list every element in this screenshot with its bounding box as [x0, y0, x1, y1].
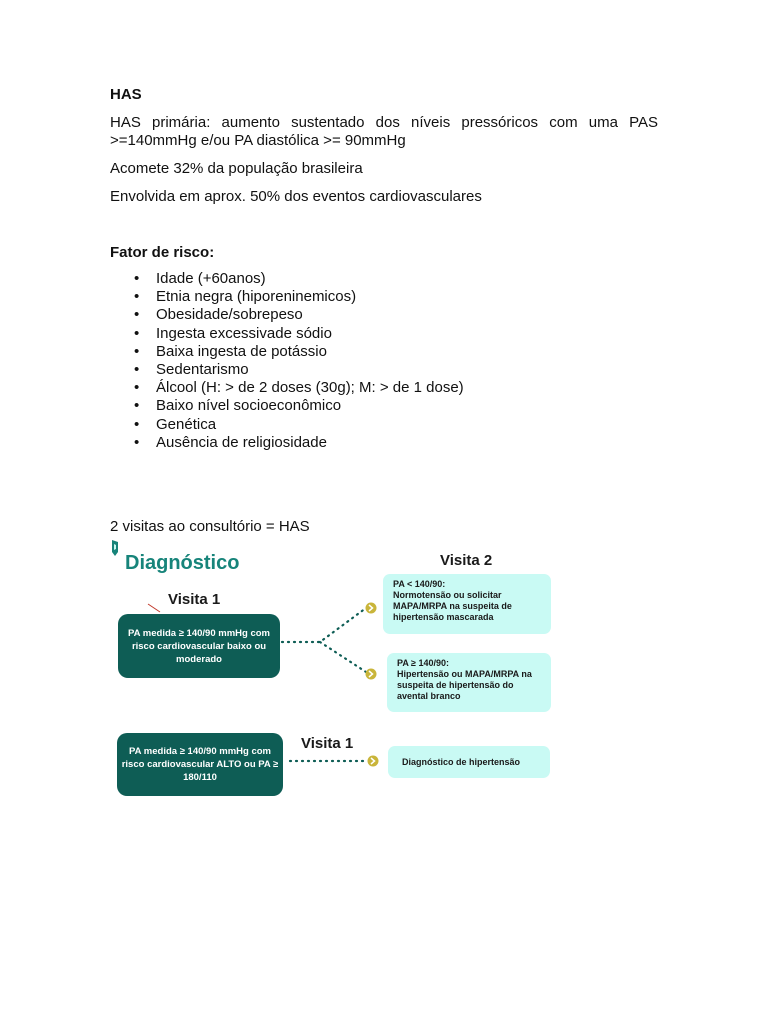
arrow-icon: [366, 603, 377, 614]
events-paragraph: Envolvida em aprox. 50% dos eventos cardiovasculares: [110, 188, 482, 205]
list-item: • Ingesta excessivade sódio: [156, 325, 658, 343]
outcome-below-box: [383, 574, 551, 634]
prevalence-paragraph: Acomete 32% da população brasileira: [110, 160, 363, 177]
low-risk-box: PA medida ≥ 140/90 mmHg com risco cardiovascular baixo ou moderado: [118, 614, 280, 678]
risk-factors-list: [110, 270, 658, 452]
outcome-above-box: [387, 653, 551, 712]
visit1b-label: Visita 1: [301, 735, 354, 752]
arrow-icon: [368, 756, 379, 767]
arrow-icon: [366, 669, 377, 680]
outcome-high-box: Diagnóstico de hipertensão: [388, 746, 550, 778]
list-item: • Etnia negra (hiporeninemicos): [156, 288, 658, 306]
diagram-title: Diagnóstico: [125, 552, 240, 574]
list-item: • Baixo nível socioeconômico: [156, 397, 658, 415]
document-body: [110, 86, 658, 536]
connector-upper: [282, 608, 366, 642]
pointer-line: [148, 604, 160, 612]
list-item: • Álcool (H: > de 2 doses (30g); M: > de 1 dose): [156, 379, 658, 397]
diagnosis-diagram: [110, 540, 560, 802]
outcome-below-title: PA < 140/90:: [393, 579, 446, 589]
visit2-label: Visita 2: [440, 552, 493, 569]
list-item: • Obesidade/sobrepeso: [156, 306, 658, 324]
outcome-above-title: PA ≥ 140/90:: [397, 658, 449, 668]
list-item: • Ausência de religiosidade: [156, 434, 658, 452]
list-item: • Idade (+60anos): [156, 270, 658, 288]
list-item: • Baixa ingesta de potássio: [156, 343, 658, 361]
visit1-label: Visita 1: [168, 591, 221, 608]
visits-note: 2 visitas ao consultório = HAS: [110, 517, 310, 535]
definition-paragraph: HAS primária: aumento sustentado dos níveis pressóricos com uma PAS >=140mmHg e/ou PA diastólica >= 90mmHg: [110, 114, 658, 149]
risk-factors-heading: Fator de risco:: [110, 244, 215, 261]
outcome-below-text: Normotensão ou solicitar MAPA/MRPA na suspeita de hipertensão mascarada: [393, 590, 512, 622]
list-item: • Genética: [156, 416, 658, 434]
list-item: • Sedentarismo: [156, 361, 658, 379]
heading-has: HAS: [110, 86, 142, 103]
logo-icon: [110, 540, 120, 556]
outcome-above-text: Hipertensão ou MAPA/MRPA na suspeita de hipertensão do avental branco: [397, 669, 532, 701]
connector-lower: [320, 642, 366, 672]
high-risk-box: PA medida ≥ 140/90 mmHg com risco cardiovascular ALTO ou PA ≥ 180/110: [117, 733, 283, 796]
